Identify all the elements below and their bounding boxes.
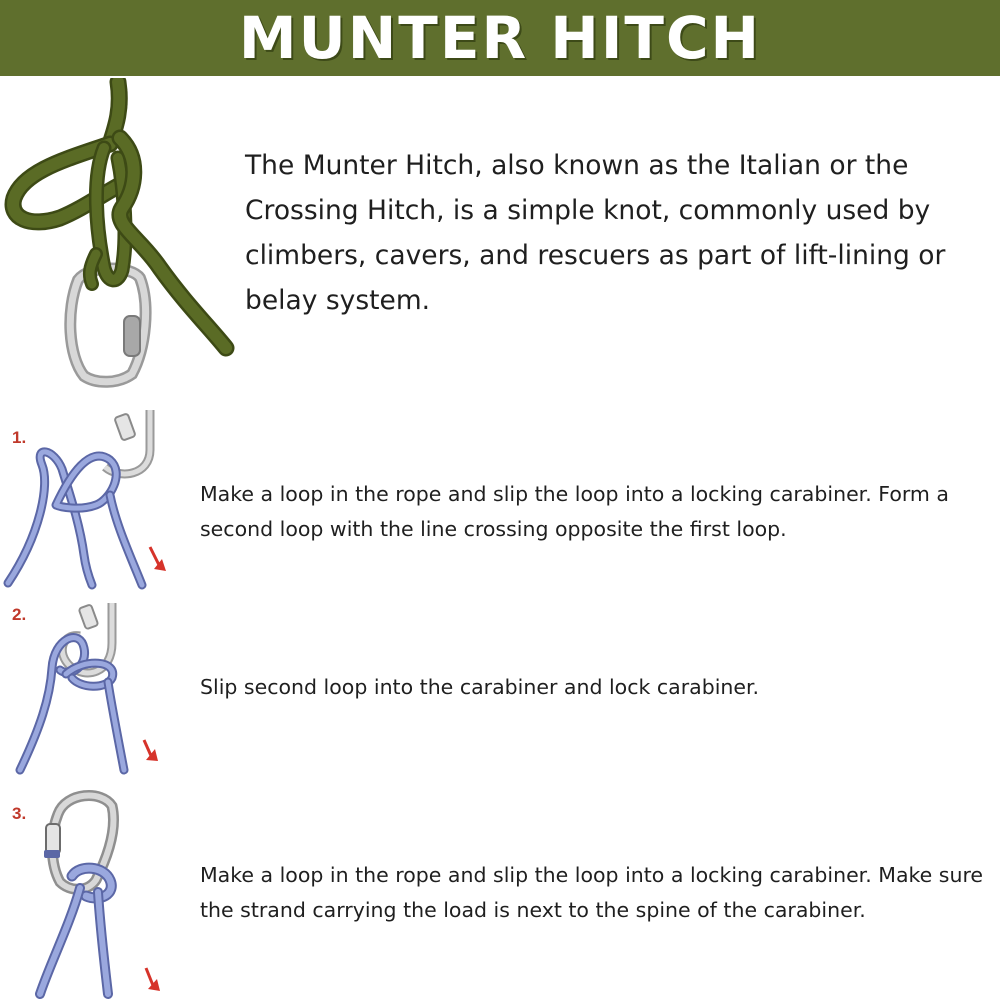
step-1-svg — [0, 405, 190, 595]
intro-paragraph: The Munter Hitch, also known as the Italian or the Crossing Hitch, is a simple knot, commonly used by climbers, cavers, and rescuers as part of lift-lining or belay system. — [245, 150, 946, 316]
step-2-rope-right-fill — [108, 682, 124, 770]
step-3-rope-left-fill — [40, 888, 80, 994]
step-2-svg — [0, 598, 190, 780]
step-1-rope-right-fill — [110, 495, 142, 585]
page-title: MUNTER HITCH — [238, 4, 762, 72]
step-1-number: 1. — [12, 428, 27, 447]
step-1-carabiner-gate — [114, 413, 135, 440]
step-3-svg — [0, 784, 190, 1000]
step-2-text: Slip second loop into the carabiner and lock carabiner. — [200, 675, 760, 699]
step-2-rope-left-fill — [20, 638, 85, 770]
step-2-number: 2. — [12, 605, 27, 624]
step-2-arrow-icon — [144, 740, 158, 761]
finished-munter-hitch-illustration — [0, 784, 190, 1000]
step-3-carabiner-lock — [44, 850, 60, 858]
step-3-carabiner-gate — [46, 824, 60, 854]
hero-carabiner-lock — [124, 316, 140, 356]
rope-loop-into-carabiner-illustration — [0, 405, 190, 595]
step-1-text: Make a loop in the rope and slip the loop into a locking carabiner. Form a second loop with the line crossing opposite the first loop. — [200, 482, 949, 541]
step-3-number: 3. — [12, 804, 27, 823]
step-1 — [0, 405, 1000, 595]
step-2-carabiner-gate — [79, 604, 99, 629]
step-1-arrow-icon — [150, 547, 166, 571]
title-banner — [0, 0, 1000, 76]
step-2 — [0, 598, 1000, 780]
green-rope-on-carabiner-illustration — [0, 78, 240, 400]
second-loop-into-carabiner-illustration — [0, 598, 190, 780]
step-3 — [0, 784, 1000, 1000]
step-3-arrow-icon — [146, 968, 160, 991]
hero-rope-svg — [0, 78, 240, 400]
step-3-text: Make a loop in the rope and slip the loop into a locking carabiner. Make sure the strand carrying the load is next to the spine of the carabiner. — [200, 863, 984, 922]
